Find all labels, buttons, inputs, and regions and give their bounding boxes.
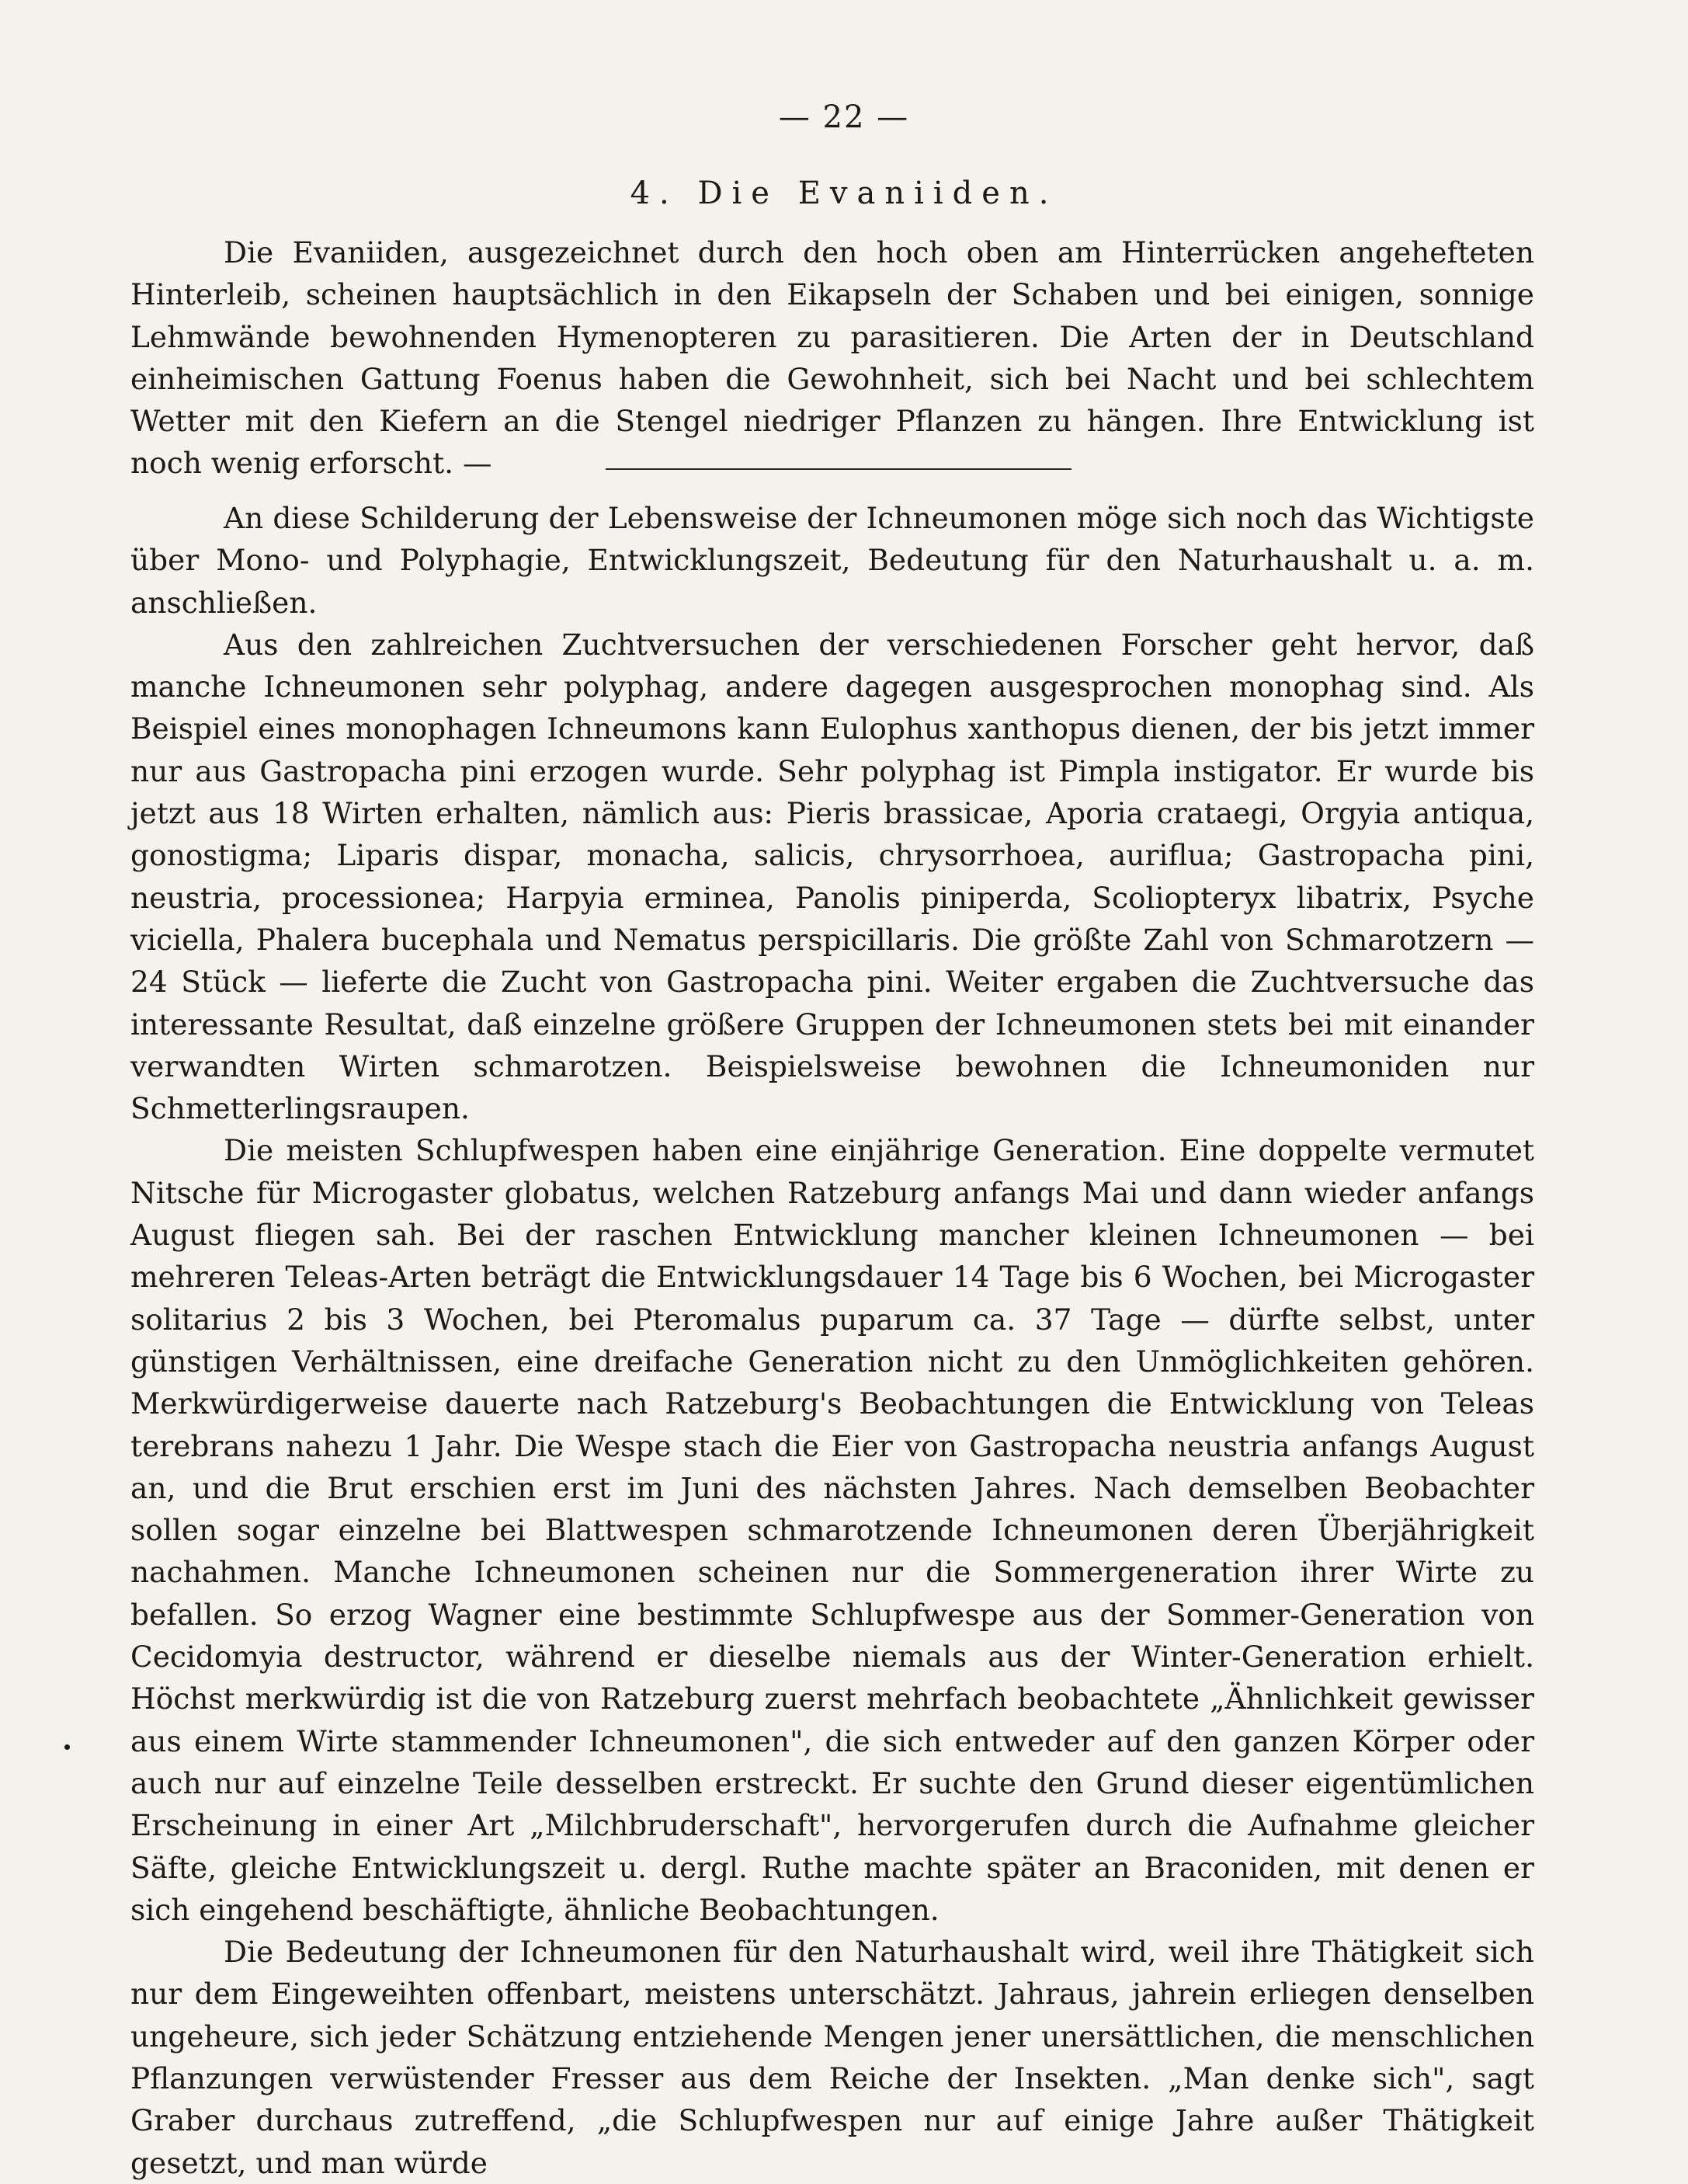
paragraph: An diese Schilderung der Lebensweise der Ichneumonen möge sich noch das Wichtigste über Mono- und Polyphagie, Entwicklungszeit, Bedeutung für den Naturhaushalt u. a. m. anschließen. (130, 501, 1534, 620)
section-divider (606, 468, 1071, 470)
page-number: — 22 — (778, 99, 910, 135)
section-heading: 4. Die Evaniiden. (630, 176, 1058, 211)
paragraph: Aus den zahlreichen Zuchtversuchen der verschiedenen Forscher geht hervor, daß manche Ichneumonen sehr polyphag, andere dagegen ausgesprochen monophag sind. Als Beispiel eines monophagen Ichneumons kann Eulophus xanthopus dienen, der bis jetzt immer nur aus Gastropacha pini erzogen wurde. Sehr polyphag ist Pimpla instigator. Er wurde bis jetzt aus 18 Wirten erhalten, nämlich aus: Pieris brassicae, Aporia crataegi, Orgyia antiqua, gonostigma; Liparis dispar, monacha, salicis, chrysorrhoea, auriflua; Gastropacha pini, neustria, processionea; Harpyia erminea, Panolis piniperda, Scoliopteryx libatrix, Psyche viciella, Phalera bucephala und Nematus perspicillaris. Die größte Zahl von Schmarotzern — 24 Stück — lieferte die Zucht von Gastropacha pini. Weiter ergaben die Zuchtversuche das interessante Resultat, daß einzelne größere Gruppen der Ichneumonen stets bei mit einander verwandten Wirten schmarotzen. Beispielsweise bewohnen die Ichneumoniden nur Schmetterlingsraupen. (130, 627, 1534, 1126)
section-body (130, 231, 1534, 485)
paragraph: Die Bedeutung der Ichneumonen für den Naturhaushalt wird, weil ihre Thätigkeit sich nur dem Eingeweihten offenbart, meistens unterschätzt. Jahraus, jahrein erliegen denselben ungeheure, sich jeder Schätzung entziehende Mengen jener unersättlichen, die menschlichen Pflanzungen verwüstender Fresser aus dem Reiche der Insekten. „Man denke sich", sagt Graber durchaus zutreffend, „die Schlupfwespen nur auf einige Jahre außer Thätigkeit gesetzt, und man würde (130, 1935, 1534, 2180)
paragraph: Die meisten Schlupfwespen haben eine einjährige Generation. Eine doppelte vermutet Nitsche für Microgaster globatus, welchen Ratzeburg anfangs Mai und dann wieder anfangs August fliegen sah. Bei der raschen Entwicklung mancher kleinen Ichneumonen — bei mehreren Teleas-Arten beträgt die Entwicklungsdauer 14 Tage bis 6 Wochen, bei Microgaster solitarius 2 bis 3 Wochen, bei Pteromalus puparum ca. 37 Tage — dürfte selbst, unter günstigen Verhältnissen, eine dreifache Generation nicht zu den Unmöglichkeiten gehören. Merkwürdigerweise dauerte nach Ratzeburg's Beobachtungen die Entwicklung von Teleas terebrans nahezu 1 Jahr. Die Wespe stach die Eier von Gastropacha neustria anfangs August an, und die Brut erschien erst im Juni des nächsten Jahres. Nach demselben Beobachter sollen sogar einzelne bei Blattwespen schmarotzende Ichneumonen deren Überjährigkeit nachahmen. Manche Ichneumonen scheinen nur die Sommergeneration ihrer Wirte zu befallen. So erzog Wagner eine bestimmte Schlupfwespe aus der Sommer-Generation von Cecidomyia destructor, während er dieselbe niemals aus der Winter-Generation erhielt. Höchst merkwürdig ist die von Ratzeburg zuerst mehrfach beobachtete „Ähnlichkeit gewisser aus einem Wirte stammender Ichneumonen", die sich entweder auf den ganzen Körper oder auch nur auf einzelne Teile desselben erstreckt. Er suchte den Grund dieser eigentümlichen Erscheinung in einer Art „Milchbruderschaft", hervorgerufen durch die Aufnahme gleicher Säfte, gleiche Entwicklungszeit u. dergl. Ruthe machte später an Braconiden, mit denen er sich eingehend beschäftigte, ähnliche Beobachtungen. (130, 1133, 1534, 1927)
margin-speck (64, 1744, 70, 1750)
paragraph-evaniiden: Die Evaniiden, ausgezeichnet durch den hoch oben am Hinterrücken angehefteten Hinterleib, scheinen hauptsächlich in den Eikapseln der Schaben und bei einigen, sonnige Lehmwände bewohnenden Hymenopteren zu parasitieren. Die Arten der in Deutschland einheimischen Gattung Foenus haben die Gewohnheit, sich bei Nacht und bei schlechtem Wetter mit den Kiefern an die Stengel niedriger Pflanzen zu hängen. Ihre Entwicklung ist noch wenig erforscht. — (130, 235, 1534, 481)
main-body (130, 497, 1534, 2184)
